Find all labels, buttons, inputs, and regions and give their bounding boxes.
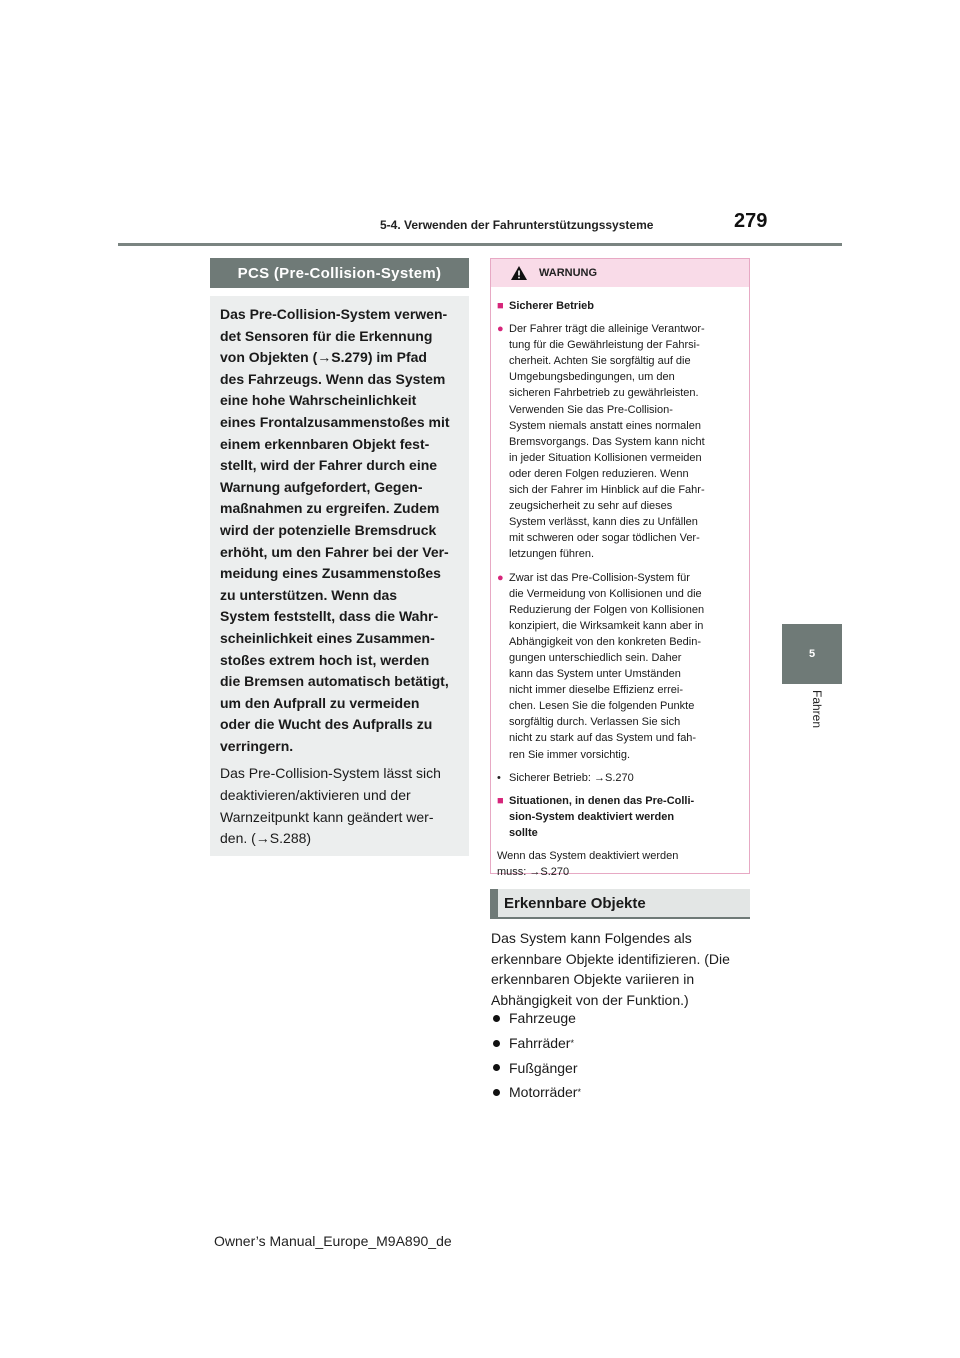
warning-subheading-text [509,793,694,841]
intro-line: Das System kann Folgendes als [491,930,692,946]
pcs-bold-line: System feststellt, dass die Wahr- [220,608,439,625]
pcs-bold-line: einem erkennbaren Objekt fest- [220,435,430,452]
list-item [491,1080,751,1105]
warning-final-text [497,848,743,880]
chapter-label: Fahren [810,690,824,729]
warning-line: Der Fahrer trägt die alleinige Verantwor- [509,323,705,336]
pcs-bold-line: von Objekten (→S.279) im Pfad [220,349,427,366]
pcs-bold-line: meidung eines Zusammenstoßes [220,565,441,582]
warning-bullet [497,570,743,763]
pcs-normal-line: deaktivieren/aktivieren und der [220,787,411,804]
warning-line: Situationen, in denen das Pre-Colli- [509,794,695,807]
pcs-bold-line: stellt, wird der Fahrer durch eine [220,457,438,474]
bullet-icon [493,1015,500,1022]
list-item [491,1006,751,1031]
intro-line: erkennbaren Objekte variieren in [491,971,695,987]
warning-line: nicht zu stark auf das System und fah- [509,732,697,745]
warning-header [491,259,749,287]
list-item [491,1055,751,1080]
circle-marker-icon: ● [497,323,504,336]
warning-line: cherheit. Achten Sie sorgfältig auf die [509,355,691,368]
erkennbare-objekte-heading: Erkennbare Objekte [490,889,750,919]
pcs-normal-line: Das Pre-Collision-System lässt sich [220,765,441,782]
warning-line: muss: →S.270 [497,866,570,879]
list-item-label: Motorräder [509,1084,578,1101]
footnote-marker: * [570,1038,574,1049]
warning-line: Reduzierung der Folgen von Kollisionen [509,603,705,616]
bullet-icon [493,1089,500,1096]
pcs-heading: PCS (Pre-Collision-System) [210,258,469,288]
warning-bullet-text [509,570,704,763]
warning-reference-text: Sicherer Betrieb: →S.270 [509,771,634,784]
warning-subheading [497,298,743,314]
pcs-bold-text [220,304,459,757]
chapter-tab [782,624,842,684]
warning-line: tung für die Gewährleistung der Fahrsi- [509,339,700,352]
footnote-marker: * [577,1087,581,1098]
page-number: 279 [734,210,768,232]
warning-line: mit schweren oder sogar tödlichen Ver- [509,532,700,545]
list-item-label: Fahrräder [509,1035,571,1052]
pcs-bold-line: oder die Wucht des Aufpralls zu [220,716,433,733]
square-marker-icon: ■ [497,300,504,312]
warning-line: in jeder Situation Kollisionen vermeiden [509,451,702,464]
pcs-bold-line: scheinlichkeit eines Zusammen- [220,629,435,646]
small-dot-icon: • [497,771,501,784]
warning-triangle-icon [511,266,527,280]
bullet-icon [493,1064,500,1071]
pcs-bold-line: Warnung aufgefordert, Gegen- [220,478,423,495]
object-list [491,1006,751,1105]
list-item-label: Fußgänger [509,1059,578,1076]
pcs-normal-line: Warnzeitpunkt kann geändert wer- [220,808,434,825]
warning-line: sorgfältig durch. Verlassen Sie sich [509,716,681,729]
warning-line: kann das System unter Umständen [509,668,681,681]
warning-line: Verwenden Sie das Pre-Collision- [509,403,673,416]
pcs-bold-line: wird der potenzielle Bremsdruck [220,521,437,538]
warning-line: oder deren Folgen reduzieren. Wenn [509,467,689,480]
list-item [491,1031,751,1056]
warning-line: chen. Lesen Sie die folgenden Punkte [509,700,695,713]
warning-line: System niemals anstatt eines normalen [509,419,701,432]
warning-body [491,287,749,880]
warning-line: System verlässt, kann dies zu Unfällen [509,516,698,529]
chapter-number: 5 [808,648,816,660]
pcs-bold-line: eines Frontalzusammenstoßes mit [220,413,450,430]
footer-text: Owner’s Manual_Europe_M9A890_de [214,1233,452,1249]
intro-line: erkennbare Objekte identifizieren. (Die [491,950,730,967]
pcs-bold-line: det Sensoren für die Erkennung [220,327,433,344]
pcs-bold-line: die Bremsen automatisch betätigt, [220,673,449,690]
warning-line: ren Sie immer vorsichtig. [509,748,631,761]
pcs-bold-line: stoßes extrem hoch ist, werden [220,651,430,668]
warning-subheading [497,793,743,841]
warning-box [490,258,750,879]
pcs-normal-line: den. (→S.288) [220,830,312,847]
warning-line: konzipiert, die Wirksamkeit kann aber in [509,619,704,632]
warning-line: gungen unterschiedlich sein. Daher [509,651,682,664]
warning-line: sollte [509,826,538,839]
pcs-bold-line: um den Aufprall zu vermeiden [220,694,420,711]
warning-line: letzungen führen. [509,548,595,561]
warning-line: sich der Fahrer im Hinblick auf die Fahr- [509,484,705,497]
pcs-bold-line: eine hohe Wahrscheinlichkeit [220,392,417,409]
pcs-bold-line: zu unterstützen. Wenn das [220,586,398,603]
warning-line: Wenn das System deaktiviert werden [497,850,679,862]
warning-bullet [497,321,743,562]
pcs-bold-line: verringern. [220,737,294,754]
section-title: 5-4. Verwenden der Fahrunterstützungssysteme [380,218,654,232]
warning-subheading-text: Sicherer Betrieb [509,300,594,312]
bullet-icon [493,1040,500,1047]
circle-marker-icon: ● [497,571,504,584]
pcs-description-box [210,296,469,856]
pcs-normal-text [220,763,459,849]
warning-line: die Vermeidung von Kollisionen und die [509,587,702,600]
warning-line: Umgebungsbedingungen, um den [509,371,675,384]
warning-line: Abhängigkeit von den konkreten Bedin- [509,635,702,648]
pcs-bold-line: erhöht, um den Fahrer bei der Ver- [220,543,449,560]
pcs-bold-line: Das Pre-Collision-System verwen- [220,306,448,322]
warning-bullet-text [509,321,705,562]
warning-line: sion-System deaktiviert werden [509,810,675,823]
pcs-bold-line: maßnahmen zu ergreifen. Zudem [220,500,440,517]
header-divider [118,243,842,246]
list-item-label: Fahrzeuge [509,1010,576,1027]
warning-title: WARNUNG [539,267,598,279]
square-marker-icon: ■ [497,794,504,807]
intro-line: Abhängigkeit von der Funktion.) [491,991,689,1008]
warning-line: Zwar ist das Pre-Collision-System für [509,571,690,584]
warning-line: Bremsvorgangs. Das System kann nicht [509,435,705,448]
warning-line: zeugsicherheit zu sehr auf dieses [509,500,673,513]
warning-reference-item [497,770,743,786]
erkennbare-intro [491,928,751,1010]
pcs-bold-line: des Fahrzeugs. Wenn das System [220,370,446,387]
warning-line: sicheren Fahrbetrieb zu gewährleisten. [509,387,699,400]
warning-line: nicht immer dieselbe Effizienz errei- [509,684,684,697]
